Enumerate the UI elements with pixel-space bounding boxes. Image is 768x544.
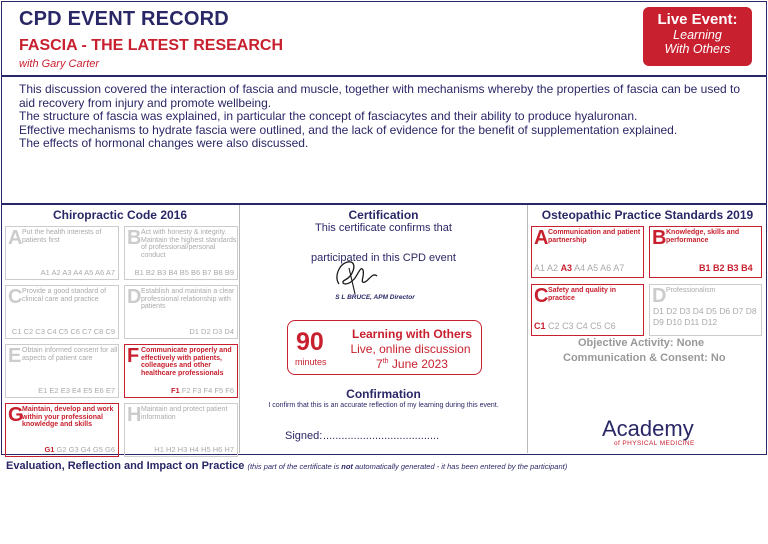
event-date-day: 7 — [376, 357, 383, 371]
standard-code: A6 — [94, 268, 105, 277]
standard-code: G5 — [92, 445, 103, 454]
standard-d — [124, 285, 238, 339]
event-date-suffix: th — [382, 358, 389, 365]
standard-code: D10 — [666, 317, 682, 327]
standard-code: A3 — [560, 263, 573, 273]
standard-code: D2 — [666, 306, 678, 316]
standard-code: B5 — [179, 268, 189, 277]
standard-codes — [44, 445, 115, 454]
standard-code: F4 — [203, 386, 213, 395]
standard-codes — [534, 321, 616, 331]
certification-line-2: participated in this CPD event — [311, 252, 456, 264]
standard-code: D3 — [212, 327, 223, 336]
standard-code: B2 — [713, 263, 725, 273]
page-title: CPD EVENT RECORD — [19, 8, 229, 30]
standard-code: C4 — [576, 321, 588, 331]
minutes-label: minutes — [295, 357, 327, 367]
standard-code: A4 — [73, 268, 83, 277]
standard-code: D1 — [189, 327, 199, 336]
standard-code: E2 — [49, 386, 59, 395]
standard-code: E4 — [71, 386, 82, 395]
standard-code: B4 — [168, 268, 178, 277]
signed-label: Signed: — [285, 430, 323, 442]
standard-code: C5 — [590, 321, 602, 331]
column-divider-right — [527, 205, 528, 453]
event-date — [343, 357, 481, 371]
certification-title: Certification — [348, 208, 419, 222]
standard-code: F5 — [214, 386, 224, 395]
minutes-value: 90 — [296, 328, 324, 356]
standard-text: Provide a good standard of clinical care and practice — [22, 288, 107, 303]
standard-code: A2 — [547, 263, 559, 273]
standard-code: G2 — [56, 445, 67, 454]
standard-code: F2 — [181, 386, 191, 395]
event-description — [19, 83, 759, 151]
standard-letter: A — [534, 227, 549, 249]
standard-code: C6 — [604, 321, 616, 331]
standard-code: A5 — [587, 263, 599, 273]
standard-code: H3 — [177, 445, 188, 454]
standard-code: C1 — [534, 321, 546, 331]
standard-code: B6 — [190, 268, 201, 277]
description-line: This discussion covered the interaction of fascia and muscle, together with mechanisms whereby the properties of fascia can be used to aid recovery from injury and promote wellbeing. — [19, 82, 741, 110]
standard-letter: H — [127, 404, 142, 426]
signature-line[interactable]: ...................................... — [323, 430, 440, 442]
standard-code: G6 — [104, 445, 115, 454]
standard-code: C2 — [23, 327, 34, 336]
standard-b — [124, 226, 238, 280]
standard-letter: G — [8, 404, 24, 426]
standard-letter: B — [652, 227, 667, 249]
standard-code: B8 — [213, 268, 223, 277]
confirmation-title: Confirmation — [346, 387, 421, 401]
description-line: Effective mechanisms to hydrate fascia were outlined, and the lack of evidence for the benefit of supplementation explained. — [19, 122, 678, 137]
standard-code: H1 — [154, 445, 164, 454]
standard-code: B1 — [699, 263, 711, 273]
standard-code: C3 — [562, 321, 574, 331]
standard-code: H4 — [189, 445, 199, 454]
standard-code: D9 — [653, 317, 664, 327]
standard-c — [5, 285, 119, 339]
chiropractic-title: Chiropractic Code 2016 — [52, 208, 188, 222]
standard-code: C5 — [58, 327, 69, 336]
event-title: FASCIA - THE LATEST RESEARCH — [19, 37, 284, 54]
standard-code: B3 — [727, 263, 739, 273]
standard-f — [124, 344, 238, 398]
standard-code: H2 — [165, 445, 176, 454]
standard-code: G1 — [44, 445, 55, 454]
standard-code: B7 — [202, 268, 212, 277]
director-signature — [325, 254, 385, 296]
standard-code: C4 — [46, 327, 57, 336]
standard-codes — [171, 386, 234, 395]
academy-logo-sub: of PHYSICAL MEDICINE — [614, 440, 695, 447]
standard-code: B1 — [134, 268, 144, 277]
standard-text: Put the health interests of patients first — [22, 229, 102, 244]
column-divider-left — [239, 205, 240, 453]
certification-line-1: This certificate confirms that — [315, 222, 452, 234]
confirmation-text: I confirm that this is an accurate reflection of my learning during this event. — [268, 402, 499, 409]
standard-code: A5 — [84, 268, 94, 277]
event-name: Learning with Others — [351, 327, 472, 341]
standard-codes — [154, 445, 234, 454]
standard-text: Knowledge, skills and performance — [666, 229, 740, 244]
standard-code: B3 — [157, 268, 167, 277]
standard-text: Communicate properly and effectively with patients, colleagues and other healthcare professionals — [141, 347, 232, 377]
standard-code: D4 — [692, 306, 704, 316]
standard-code: H5 — [201, 445, 211, 454]
standard-codes — [135, 268, 234, 277]
osteopathic-title: Osteopathic Practice Standards 2019 — [541, 208, 754, 222]
standard-code: B4 — [741, 263, 753, 273]
standard-code: E5 — [83, 386, 93, 395]
standard-code: H6 — [212, 445, 223, 454]
standard-code: A4 — [574, 263, 586, 273]
standard-a — [5, 226, 119, 280]
standard-letter: D — [127, 286, 142, 308]
event-details-box — [287, 320, 482, 375]
standard-codes — [41, 268, 115, 277]
standard-code: C3 — [35, 327, 45, 336]
section-divider — [1, 203, 767, 205]
standard-e — [5, 344, 119, 398]
standard-code: D12 — [701, 317, 718, 327]
standard-code: F3 — [192, 386, 202, 395]
standard-code: C9 — [105, 327, 115, 336]
standard-codes — [12, 327, 115, 336]
standard-code: D7 — [732, 306, 744, 316]
academy-logo: Academy — [602, 416, 694, 441]
event-date-rest: June 2023 — [388, 357, 448, 371]
standard-code: C7 — [82, 327, 92, 336]
standard-code: F1 — [170, 386, 180, 395]
standard-text: Act with honesty & integrity. Maintain the highest standards of professional/personal conduct — [141, 229, 237, 259]
standard-code: F6 — [225, 386, 234, 395]
header-divider — [1, 75, 767, 77]
standard-code: G3 — [68, 445, 79, 454]
standard-code: E1 — [38, 386, 48, 395]
standard-code: A1 — [534, 263, 546, 273]
standard-letter: A — [8, 227, 23, 249]
badge-line-2: Learning — [673, 28, 722, 42]
badge-line-3: With Others — [664, 42, 731, 56]
standard-code: A1 — [40, 268, 50, 277]
description-line: The structure of fascia was explained, in particular the concept of fasciacytes and their ability to produce hyaluronan. — [19, 109, 638, 123]
standard-text: Maintain, develop and work within your professional knowledge and skills — [22, 406, 114, 429]
standard-code: C1 — [11, 327, 22, 336]
standard-code: A6 — [600, 263, 612, 273]
standard-code: E6 — [94, 386, 104, 395]
standard-code: A7 — [613, 263, 625, 273]
standard-codes — [189, 327, 234, 336]
evaluation-heading — [6, 460, 567, 472]
standard-code: E7 — [105, 386, 115, 395]
standard-text: Maintain and protect patient information — [141, 406, 228, 421]
standard-code: D4 — [224, 327, 234, 336]
standard-code: C6 — [70, 327, 80, 336]
standard-code: C2 — [548, 321, 560, 331]
standard-code: B2 — [145, 268, 156, 277]
standard-codes — [534, 263, 624, 273]
standard-code: G4 — [80, 445, 91, 454]
standard-code: C8 — [93, 327, 104, 336]
standard-text: Professionalism — [666, 287, 716, 294]
standard-code: A7 — [105, 268, 115, 277]
standard-letter: C — [534, 285, 549, 307]
standard-code: A2 — [51, 268, 61, 277]
standard-codes — [699, 263, 753, 273]
standard-letter: F — [127, 345, 140, 367]
standard-text: Safety and quality in practice — [548, 287, 617, 302]
event-type: Live, online discussion — [350, 342, 471, 356]
standard-code: D11 — [684, 317, 700, 327]
live-event-badge — [643, 7, 752, 66]
evaluation-note-2: automatically generated - it has been entered by the participant) — [352, 462, 568, 471]
badge-line-1: Live Event: — [657, 11, 738, 28]
standard-code: D1 — [653, 306, 664, 316]
standard-code: E3 — [60, 386, 70, 395]
evaluation-note-bold: not — [341, 462, 353, 471]
standard-code: H7 — [224, 445, 234, 454]
standard-code: A3 — [62, 268, 72, 277]
standard-letter: E — [8, 345, 22, 367]
standard-code: B9 — [224, 268, 234, 277]
objective-activity: Objective Activity: None — [578, 337, 705, 349]
standard-letter: B — [127, 227, 142, 249]
standard-codes — [653, 306, 761, 328]
standard-code: D3 — [679, 306, 691, 316]
description-line: The effects of hormonal changes were also discussed. — [19, 136, 309, 150]
standard-text: Obtain informed consent for all aspects of patient care — [22, 347, 118, 362]
standard-codes — [38, 386, 115, 395]
standard-h — [124, 403, 238, 457]
communication-consent: Communication & Consent: No — [563, 352, 726, 364]
evaluation-note-1: (this part of the certificate is — [247, 462, 342, 471]
standard-code: D5 — [706, 306, 717, 316]
standard-g — [5, 403, 119, 457]
presenter: with Gary Carter — [19, 58, 100, 70]
evaluation-title: Evaluation, Reflection and Impact on Practice — [6, 460, 245, 472]
standard-code: D2 — [201, 327, 211, 336]
standard-text: Establish and maintain a clear professional relationship with patients — [141, 288, 235, 311]
standard-code: D8 — [745, 306, 757, 316]
standard-letter: D — [652, 285, 667, 307]
standard-letter: C — [8, 286, 23, 308]
standard-code: D6 — [719, 306, 731, 316]
director-name: S L BRUCE, APM Director — [335, 294, 415, 301]
standard-text: Communication and patient partnership — [548, 229, 641, 244]
